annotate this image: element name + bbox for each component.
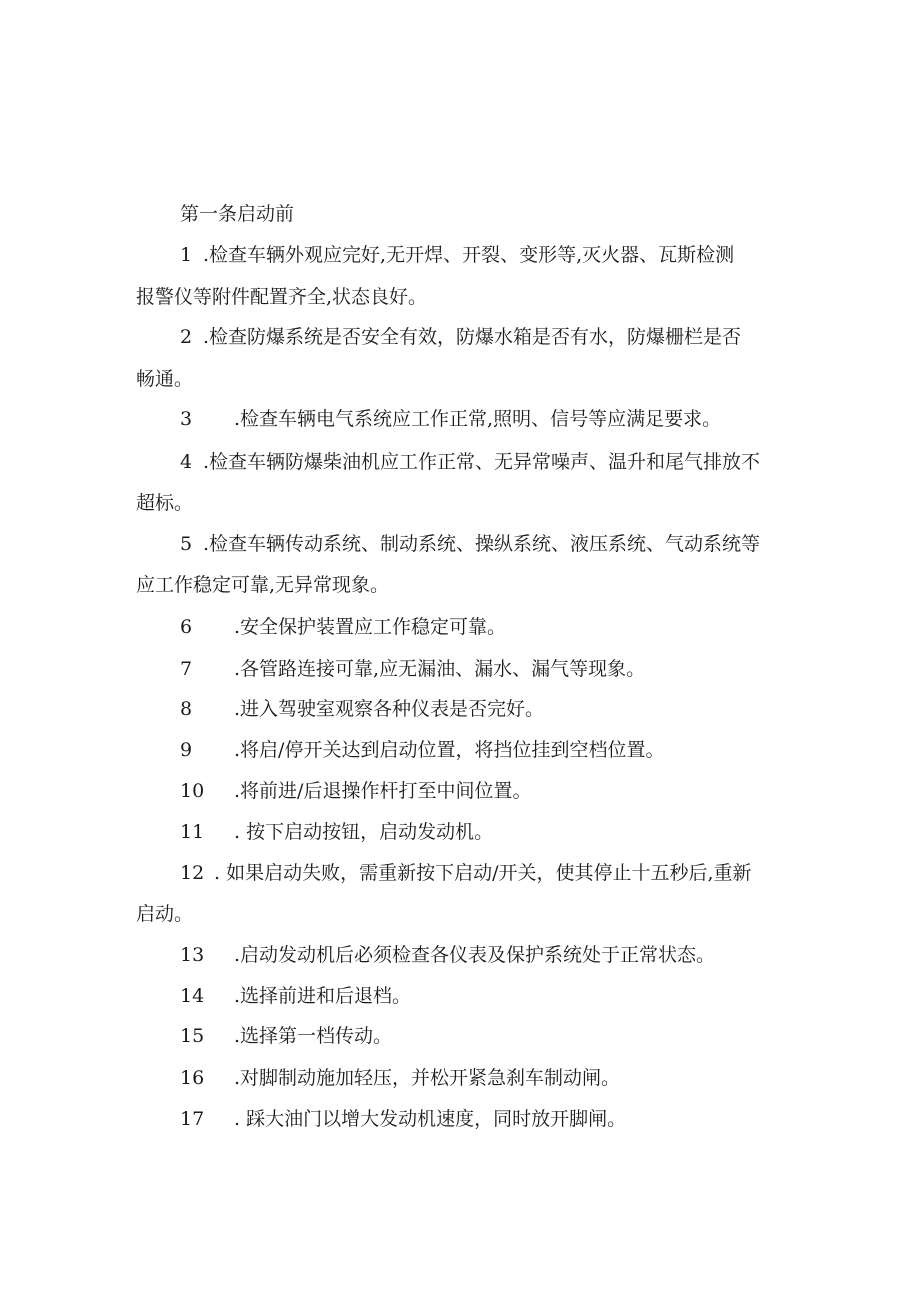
item-text: .检查车辆传动系统、制动系统、操纵系统、液压系统、气动系统等 (203, 533, 761, 555)
item-number: 7 (180, 658, 193, 680)
item-text-continuation: 畅通。 (136, 368, 194, 390)
item-text: .将前进/后退操作杆打至中间位置。 (234, 780, 532, 802)
item-number: 5 (180, 533, 193, 555)
item-text-continuation: 报警仪等附件配置齐全,状态良好。 (136, 286, 428, 308)
item-text: .检查防爆系统是否安全有效，防爆水箱是否有水，防爆栅栏是否 (203, 326, 742, 348)
item-text: .安全保护装置应工作稳定可靠。 (234, 616, 507, 638)
item-number: 2 (180, 326, 193, 348)
item-number: 6 (180, 616, 193, 638)
item-text-continuation: 超标。 (136, 492, 194, 514)
item-number: 13 (180, 944, 205, 966)
item-number: 17 (180, 1108, 205, 1130)
item-text: .检查车辆电气系统应工作正常,照明、信号等应满足要求。 (234, 408, 722, 430)
item-text: .对脚制动施加轻压，并松开紧急刹车制动闸。 (234, 1067, 621, 1089)
item-number: 1 (180, 244, 193, 266)
item-number: 8 (180, 698, 193, 720)
section-heading: 第一条启动前 (180, 203, 295, 225)
item-number: 16 (180, 1067, 205, 1089)
item-number: 11 (180, 821, 205, 843)
item-text: .选择前进和后退档。 (234, 985, 412, 1007)
item-number: 4 (180, 451, 193, 473)
item-text-continuation: 启动。 (136, 903, 194, 925)
item-text: .检查车辆外观应完好,无开焊、开裂、变形等,灭火器、瓦斯检测 (203, 244, 735, 266)
item-text: .进入驾驶室观察各种仪表是否完好。 (234, 698, 545, 720)
item-text: . 如果启动失败，需重新按下启动/开关，使其停止十五秒后,重新 (214, 862, 752, 884)
item-text: .选择第一档传动。 (234, 1025, 393, 1047)
item-number: 3 (180, 408, 193, 430)
item-text: .各管路连接可靠,应无漏油、漏水、漏气等现象。 (234, 658, 646, 680)
item-text-continuation: 应工作稳定可靠,无异常现象。 (136, 574, 390, 596)
item-text: .启动发动机后必须检查各仪表及保护系统处于正常状态。 (234, 944, 716, 966)
item-number: 15 (180, 1025, 205, 1047)
item-text: . 踩大油门以增大发动机速度，同时放开脚闸。 (234, 1108, 627, 1130)
item-number: 12 (180, 862, 205, 884)
item-text: . 按下启动按钮，启动发动机。 (234, 821, 494, 843)
item-text: .将启/停开关达到启动位置，将挡位挂到空档位置。 (234, 739, 665, 761)
item-number: 9 (180, 739, 193, 761)
item-text: .检查车辆防爆柴油机应工作正常、无异常噪声、温升和尾气排放不 (203, 451, 761, 473)
item-number: 14 (180, 985, 205, 1007)
item-number: 10 (180, 780, 205, 802)
